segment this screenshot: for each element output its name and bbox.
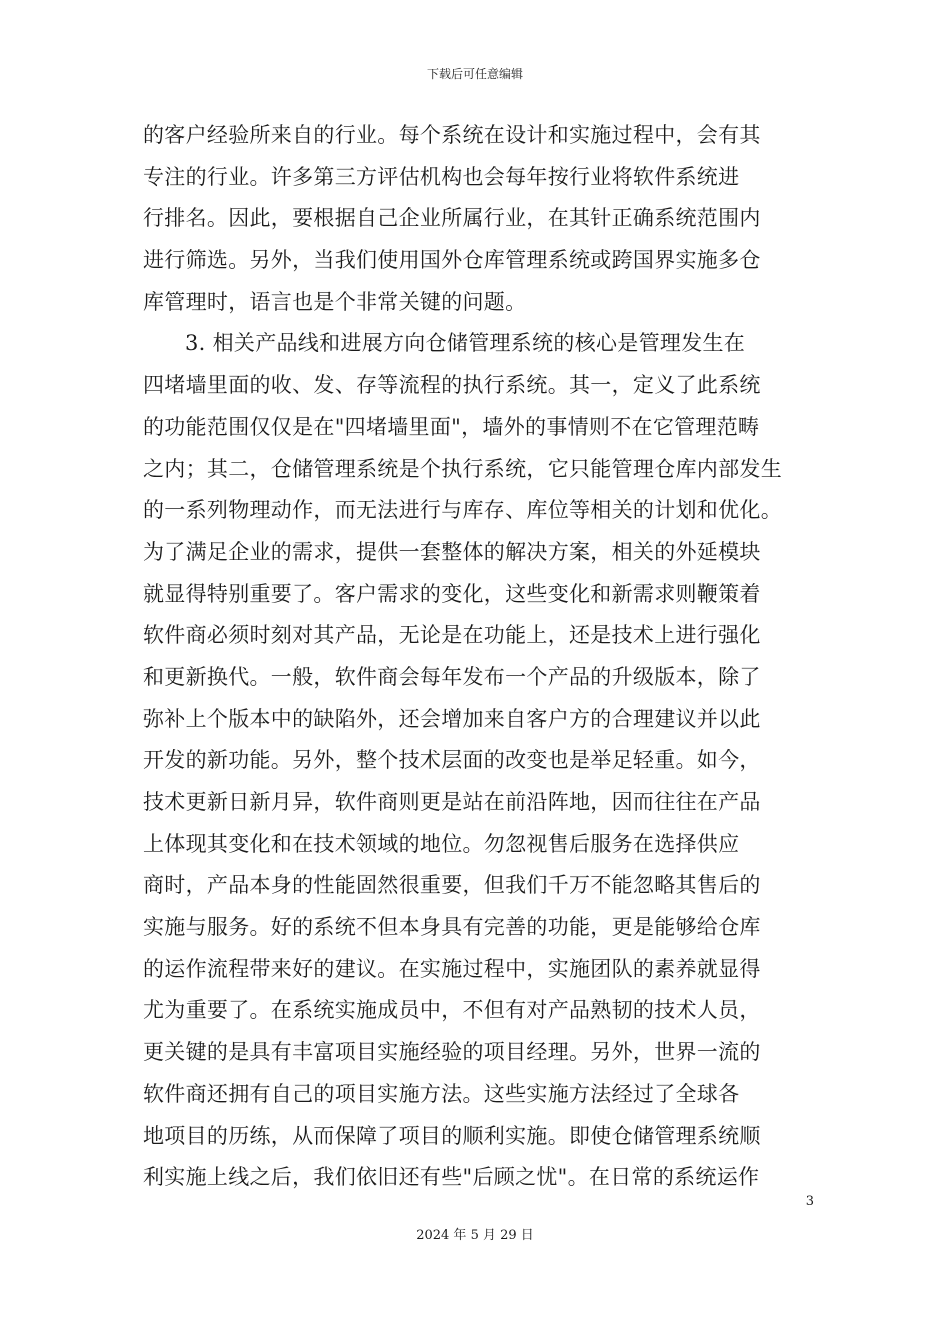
text-line: 的客户经验所来自的行业。每个系统在设计和实施过程中，会有其: [143, 123, 761, 147]
text-line: 和更新换代。一般，软件商会每年发布一个产品的升级版本，除了: [143, 664, 761, 689]
page-number: 3: [805, 1194, 814, 1209]
text-line: 进行筛选。另外，当我们使用国外仓库管理系统或跨国界实施多仓: [143, 248, 761, 273]
text-line: 的一系列物理动作，而无法进行与库存、库位等相关的计划和优化。: [143, 498, 782, 523]
text-line: 为了满足企业的需求，提供一套整体的解决方案，相关的外延模块: [143, 539, 761, 564]
text-line: 之内；其二，仓储管理系统是个执行系统，它只能管理仓库内部发生: [143, 456, 782, 481]
text-line: 弥补上个版本中的缺陷外，还会增加来自客户方的合理建议并以此: [143, 706, 761, 731]
text-line: 商时，产品本身的性能固然很重要，但我们千万不能忽略其售后的: [143, 873, 761, 898]
text-line: 库管理时，语言也是个非常关键的问题。: [143, 289, 527, 314]
page-header: 下载后可任意编辑: [426, 67, 523, 81]
text-line: 软件商必须时刻对其产品，无论是在功能上，还是技术上进行强化: [143, 623, 761, 648]
text-line: 专注的行业。许多第三方评估机构也会每年按行业将软件系统进: [143, 164, 740, 189]
paragraph-start-line: 3. 相关产品线和进展方向仓储管理系统的核心是管理发生在: [185, 331, 746, 356]
text-line: 四堵墙里面的收、发、存等流程的执行系统。其一，定义了此系统: [143, 373, 761, 398]
text-line: 技术更新日新月异，软件商则更是站在前沿阵地，因而往往在产品: [143, 790, 761, 814]
text-line: 更关键的是具有丰富项目实施经验的项目经理。另外，世界一流的: [143, 1040, 761, 1065]
text-line: 利实施上线之后，我们依旧还有些"后顾之忧"。在日常的系统运作: [143, 1165, 760, 1190]
text-line: 地项目的历练，从而保障了项目的顺利实施。即使仓储管理系统顺: [143, 1123, 761, 1148]
text-line: 尤为重要了。在系统实施成员中，不但有对产品熟韧的技术人员，: [143, 998, 761, 1023]
text-line: 的功能范围仅仅是在"四堵墙里面"，墙外的事情则不在它管理范畴: [143, 414, 760, 439]
document-body: [143, 115, 813, 1199]
text-line: 软件商还拥有自己的项目实施方法。这些实施方法经过了全球各: [143, 1081, 740, 1106]
text-line: 就显得特别重要了。客户需求的变化，这些变化和新需求则鞭策着: [143, 581, 761, 606]
page-footer-date: 2024 年 5 月 29 日: [416, 1228, 534, 1243]
text-line: 开发的新功能。另外，整个技术层面的改变也是举足轻重。如今，: [143, 748, 761, 773]
text-line: 实施与服务。好的系统不但本身具有完善的功能，更是能够给仓库: [143, 915, 761, 940]
text-line: 上体现其变化和在技术领域的地位。勿忽视售后服务在选择供应: [143, 831, 740, 856]
text-line: 行排名。因此，要根据自己企业所属行业，在其针正确系统范围内: [143, 206, 761, 231]
text-line: 的运作流程带来好的建议。在实施过程中，实施团队的素养就显得: [143, 956, 761, 981]
